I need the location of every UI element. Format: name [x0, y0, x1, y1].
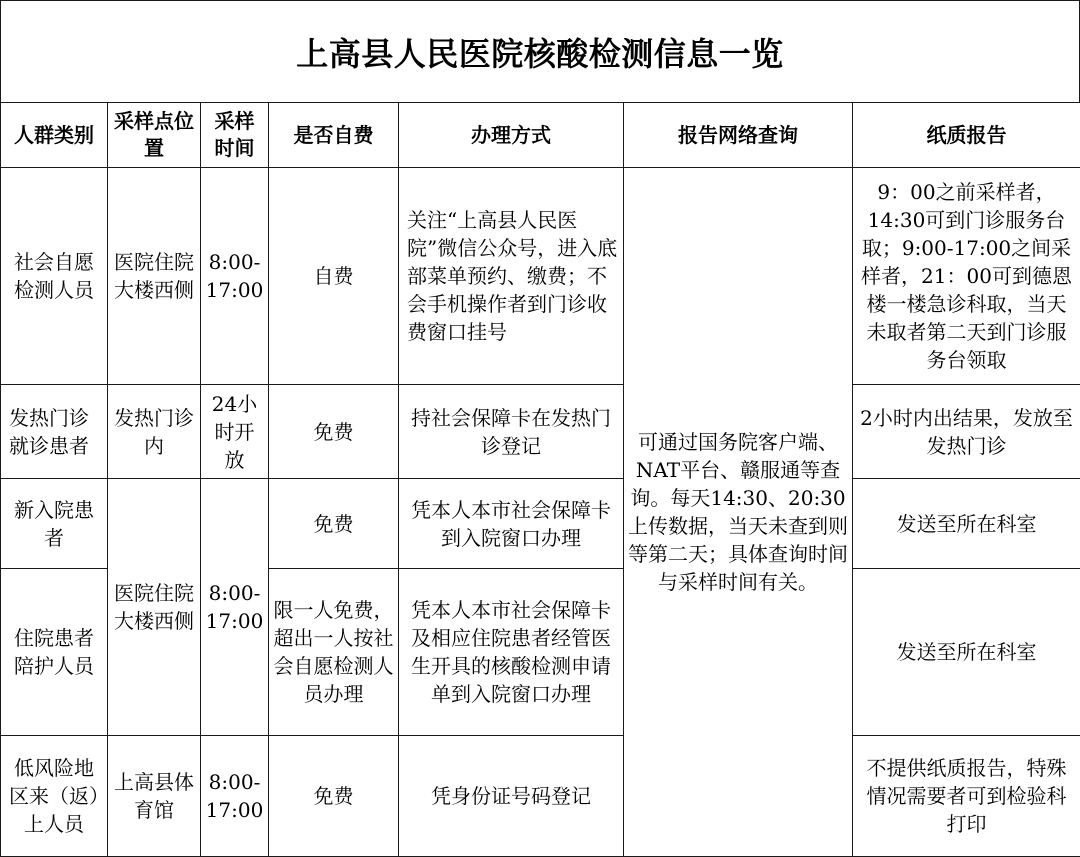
cell-method: 凭身份证号码登记	[399, 736, 624, 857]
cell-group: 住院患者陪护人员	[1, 569, 108, 736]
cell-location: 医院住院大楼西侧	[108, 168, 201, 385]
cell-group: 社会自愿检测人员	[1, 168, 108, 385]
cell-paper: 9：00之前采样者，14:30可到门诊服务台取；9:00-17:00之间采样者，21：00可到德恩楼一楼急诊科取，当天未取者第二天到门诊服务台领取	[853, 168, 1080, 385]
cell-group: 发热门诊就诊患者	[1, 385, 108, 479]
header-paper: 纸质报告	[853, 103, 1080, 168]
cell-fee: 限一人免费，超出一人按社会自愿检测人员办理	[269, 569, 399, 736]
table-row	[1, 736, 1080, 857]
table-header-row	[1, 103, 1080, 168]
cell-paper: 发送至所在科室	[853, 569, 1080, 736]
header-group: 人群类别	[1, 103, 108, 168]
cell-group: 新入院患者	[1, 479, 108, 569]
info-table	[0, 102, 1080, 857]
table-row	[1, 479, 1080, 569]
cell-fee: 免费	[269, 385, 399, 479]
cell-group: 低风险地区来（返）上人员	[1, 736, 108, 857]
cell-method: 关注“上高县人民医院”微信公众号，进入底部菜单预约、缴费；不会手机操作者到门诊收费窗口挂号	[399, 168, 624, 385]
cell-time: 8:00-17:00	[201, 736, 269, 857]
header-time: 采样时间	[201, 103, 269, 168]
page-title: 上高县人民医院核酸检测信息一览	[0, 0, 1080, 102]
cell-method: 凭本人本市社会保障卡到入院窗口办理	[399, 479, 624, 569]
header-location: 采样点位置	[108, 103, 201, 168]
cell-paper: 不提供纸质报告，特殊情况需要者可到检验科打印	[853, 736, 1080, 857]
cell-online-query: 可通过国务院客户端、NAT平台、赣服通等查询。每天14:30、20:30上传数据，当天未查到则等第二天；具体查询时间与采样时间有关。	[624, 168, 853, 857]
cell-location: 发热门诊内	[108, 385, 201, 479]
header-method: 办理方式	[399, 103, 624, 168]
cell-method: 持社会保障卡在发热门诊登记	[399, 385, 624, 479]
cell-fee: 自费	[269, 168, 399, 385]
cell-paper: 发送至所在科室	[853, 479, 1080, 569]
cell-time: 24小时开放	[201, 385, 269, 479]
cell-fee: 免费	[269, 736, 399, 857]
cell-fee: 免费	[269, 479, 399, 569]
cell-paper: 2小时内出结果，发放至发热门诊	[853, 385, 1080, 479]
table-row	[1, 168, 1080, 385]
cell-time: 8:00-17:00	[201, 479, 269, 736]
header-fee: 是否自费	[269, 103, 399, 168]
cell-time: 8:00-17:00	[201, 168, 269, 385]
header-online: 报告网络查询	[624, 103, 853, 168]
cell-location: 医院住院大楼西侧	[108, 479, 201, 736]
cell-method: 凭本人本市社会保障卡及相应住院患者经管医生开具的核酸检测申请单到入院窗口办理	[399, 569, 624, 736]
cell-location: 上高县体育馆	[108, 736, 201, 857]
table-row	[1, 385, 1080, 479]
